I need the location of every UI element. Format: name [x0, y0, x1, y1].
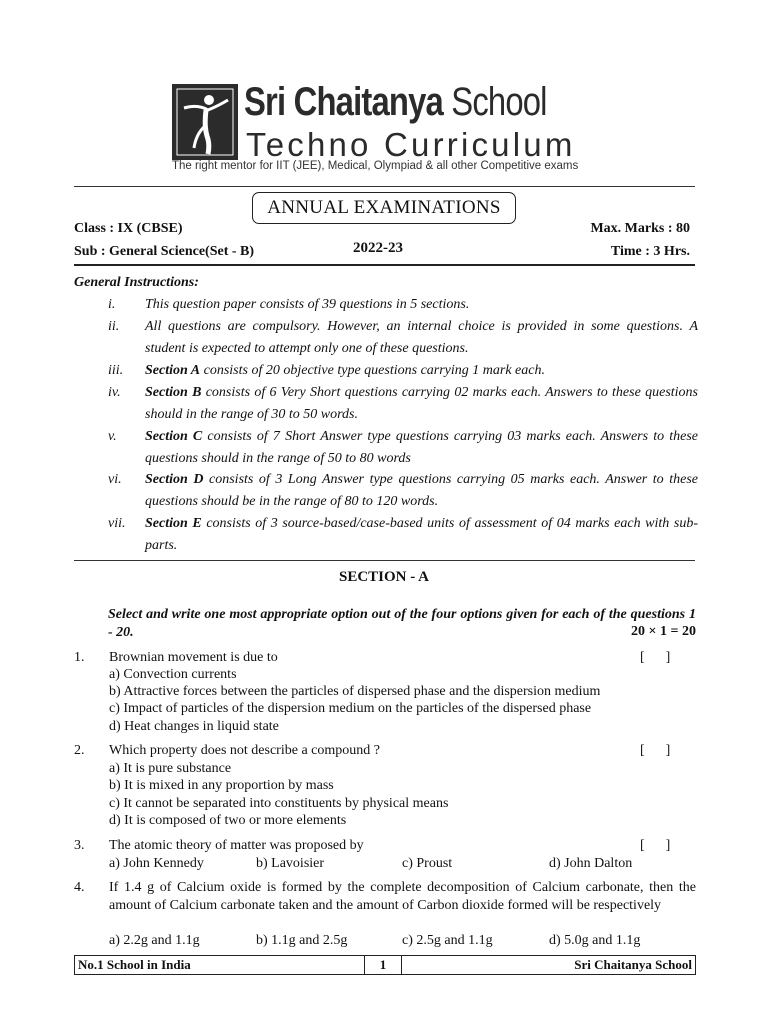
exam-title: ANNUAL EXAMINATIONS — [252, 192, 516, 224]
instruction-item: vi. Section D consists of 3 Long Answer type questions carrying 05 marks each. Answer to these questions should be in the range of 80 to 120 words. — [108, 472, 699, 509]
brand-name: Sri Chaitanya School — [244, 80, 547, 124]
answer-bracket: [ ] — [640, 743, 671, 758]
question-text: If 1.4 g of Calcium oxide is formed by the complete decomposition of Calcium carbonate, then the amount of Calcium carbonate taken and the amount of Carbon dioxide formed will be respectively — [109, 880, 696, 913]
running-figure-icon — [174, 86, 236, 158]
tagline: The right mentor for IIT (JEE), Medical, Olympiad & all other Competitive exams — [172, 160, 579, 172]
section-marks: 20 × 1 = 20 — [631, 624, 696, 639]
option: d) 5.0g and 1.1g — [549, 933, 641, 948]
option: c) 2.5g and 1.1g — [402, 933, 493, 948]
option: d) It is composed of two or more elements — [109, 813, 347, 828]
question-text: Which property does not describe a compound ? — [109, 743, 380, 758]
exam-time: Time : 3 Hrs. — [610, 244, 690, 259]
instruction-item: v. Section C consists of 7 Short Answer type questions carrying 03 marks each. Answers to these questions should in the range of 50 to 80 words — [108, 429, 698, 466]
exam-divider — [74, 264, 695, 266]
answer-bracket: [ ] — [640, 650, 671, 665]
exam-year: 2022-23 — [353, 240, 403, 256]
instruction-item: vii. Section E consists of 3 source-based/case-based units of assessment of 04 marks each with sub-parts. — [108, 516, 698, 553]
option: b) Attractive forces between the particles of dispersed phase and the dispersion medium — [109, 684, 601, 699]
question-text: The atomic theory of matter was proposed by — [109, 838, 364, 853]
instructions-divider — [74, 560, 695, 561]
page-number: 1 — [365, 956, 402, 974]
subject-label: Sub : General Science(Set - B) — [74, 244, 255, 259]
page-footer — [74, 955, 696, 975]
option: b) 1.1g and 2.5g — [256, 933, 348, 948]
option: a) 2.2g and 1.1g — [109, 933, 200, 948]
class-label: Class : IX (CBSE) — [74, 221, 183, 236]
instructions-title: General Instructions: — [74, 275, 199, 290]
instruction-item: i. This question paper consists of 39 questions in 5 sections. — [108, 297, 470, 312]
instruction-item: ii. All questions are compulsory. However, an internal choice is provided in some questions. A student is expected to attempt only one of these questions. — [108, 319, 698, 356]
instruction-item: iii. Section A consists of 20 objective type questions carrying 1 mark each. — [108, 363, 545, 378]
option: c) Proust — [402, 856, 453, 871]
max-marks: Max. Marks : 80 — [590, 221, 690, 236]
question-number: 1. — [74, 650, 85, 665]
question-number: 4. — [74, 880, 85, 895]
sub-brand: Techno Curriculum — [246, 126, 576, 163]
option: b) Lavoisier — [256, 856, 325, 871]
answer-bracket: [ ] — [640, 838, 671, 853]
option: d) Heat changes in liquid state — [109, 719, 279, 734]
question-number: 2. — [74, 743, 85, 758]
footer-left: No.1 School in India — [75, 956, 365, 974]
section-title: SECTION - A — [338, 569, 430, 585]
option: c) Impact of particles of the dispersion medium on the particles of the dispersed phase — [109, 701, 592, 716]
option: b) It is mixed in any proportion by mass — [109, 778, 334, 793]
header-divider — [74, 186, 695, 187]
option: d) John Dalton — [549, 856, 633, 871]
option: a) It is pure substance — [109, 761, 232, 776]
option: c) It cannot be separated into constituents by physical means — [109, 796, 449, 811]
footer-right: Sri Chaitanya School — [574, 957, 692, 972]
instruction-item: iv. Section B consists of 6 Very Short questions carrying 02 marks each. Answers to these questions should in the range of 30 to 50 words. — [108, 385, 698, 422]
school-logo — [172, 84, 238, 160]
option: a) John Kennedy — [109, 856, 204, 871]
section-direction: Select and write one most appropriate option out of the four options given for each of the questions 1 - 20. — [108, 607, 696, 640]
option: a) Convection currents — [109, 667, 237, 682]
question-number: 3. — [74, 838, 85, 853]
question-text: Brownian movement is due to — [109, 650, 278, 665]
